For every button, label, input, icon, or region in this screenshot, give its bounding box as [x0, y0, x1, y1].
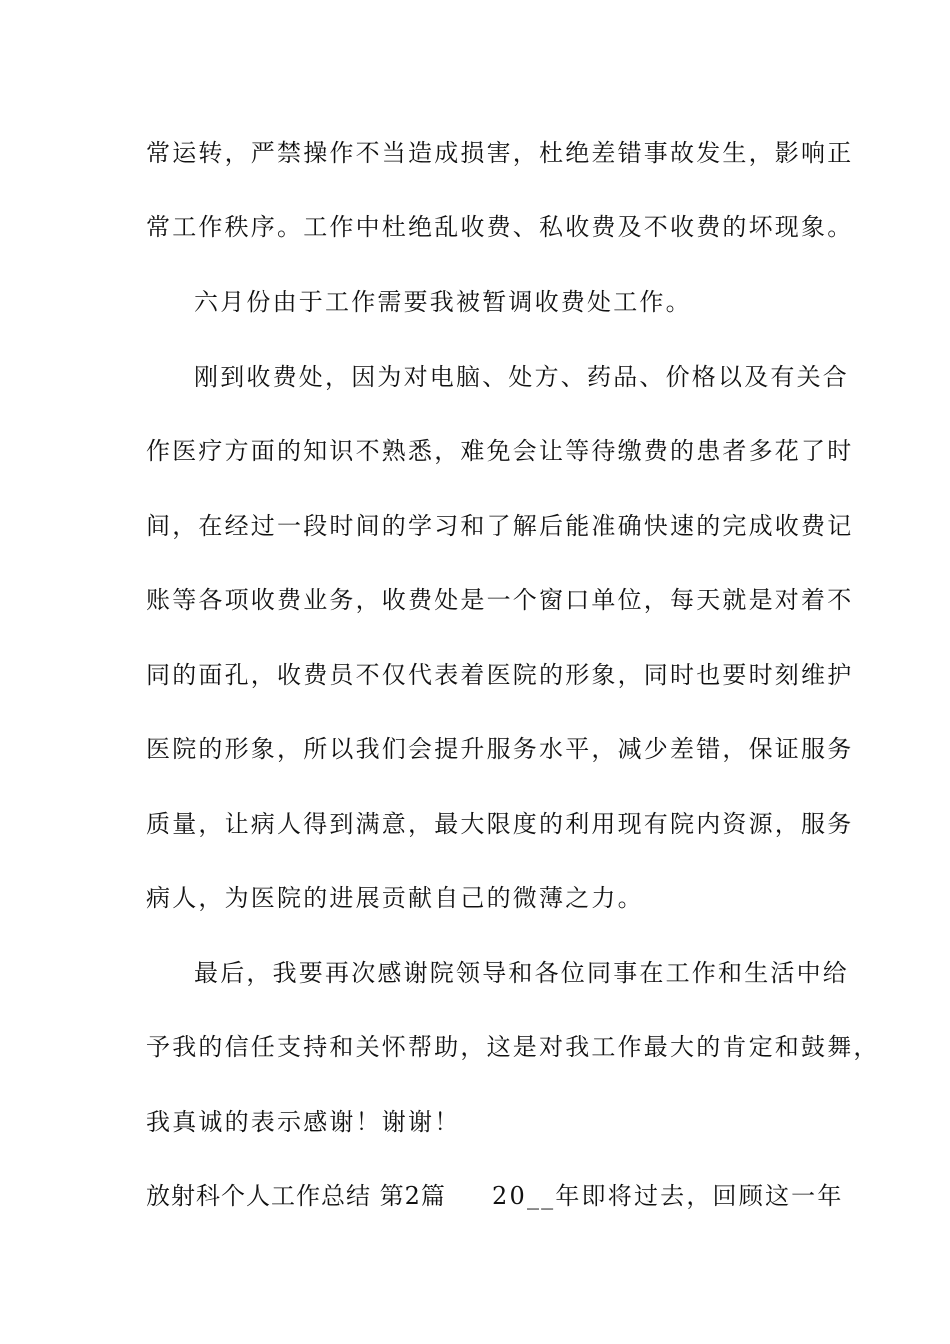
- paragraph-line-14: 我真诚的表示感谢！谢谢！: [146, 1108, 461, 1136]
- paragraph-line-10: 质量，让病人得到满意，最大限度的利用现有院内资源，服务: [146, 810, 854, 838]
- paragraph-line-8: 同的面孔，收费员不仅代表着医院的形象，同时也要时刻维护: [146, 661, 854, 689]
- next-section-start: 20__年即将过去，回顾这一年: [492, 1182, 844, 1210]
- paragraph-line-4: 刚到收费处，因为对电脑、处方、药品、价格以及有关合: [194, 363, 849, 391]
- paragraph-line-11: 病人，为医院的进展贡献自己的微薄之力。: [146, 884, 644, 912]
- paragraph-line-1: 常运转，严禁操作不当造成损害，杜绝差错事故发生，影响正: [146, 139, 854, 167]
- paragraph-line-7: 账等各项收费业务，收费处是一个窗口单位，每天就是对着不: [146, 586, 854, 614]
- next-section-title: 放射科个人工作总结 第2篇: [146, 1182, 446, 1210]
- paragraph-line-9: 医院的形象，所以我们会提升服务水平，减少差错，保证服务: [146, 735, 854, 763]
- paragraph-line-2: 常工作秩序。工作中杜绝乱收费、私收费及不收费的坏现象。: [146, 213, 854, 241]
- paragraph-line-5: 作医疗方面的知识不熟悉，难免会让等待缴费的患者多花了时: [146, 437, 854, 465]
- paragraph-line-6: 间，在经过一段时间的学习和了解后能准确快速的完成收费记: [146, 512, 854, 540]
- paragraph-line-13: 予我的信任支持和关怀帮助，这是对我工作最大的肯定和鼓舞，: [146, 1033, 880, 1061]
- paragraph-line-12: 最后，我要再次感谢院领导和各位同事在工作和生活中给: [194, 959, 849, 987]
- paragraph-line-3: 六月份由于工作需要我被暂调收费处工作。: [194, 288, 692, 316]
